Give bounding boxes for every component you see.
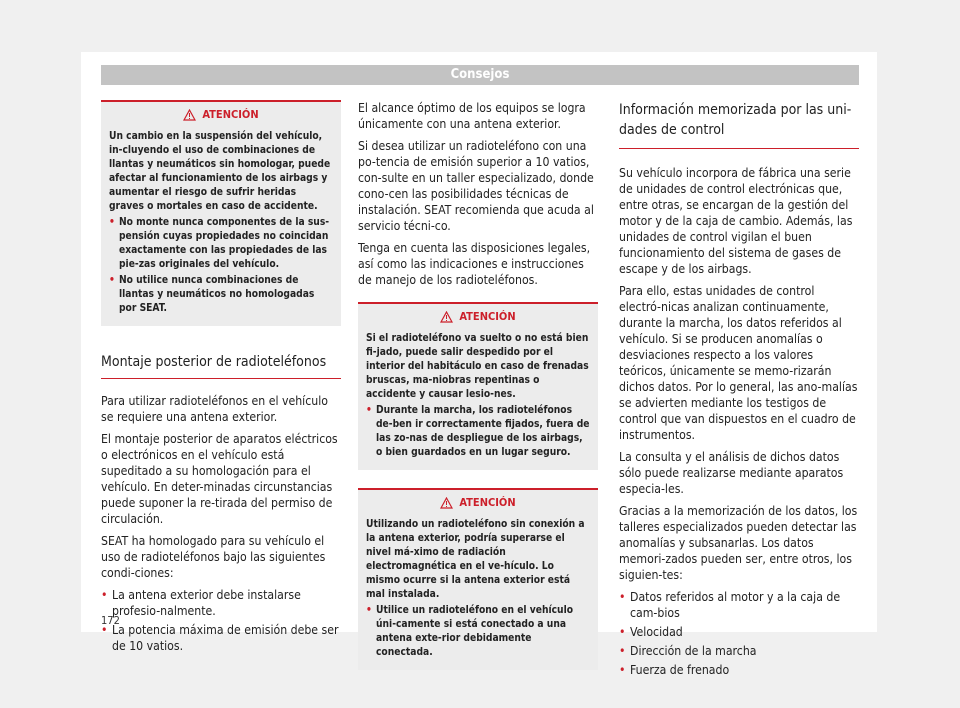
- page-header: Consejos: [101, 65, 859, 85]
- list-item: • Fuerza de frenado: [619, 662, 859, 678]
- warning-paragraph: Si el radioteléfono va suelto o no está bien fi-jado, puede salir despedido por el interior del habitáculo en caso de frenadas bruscas, ma-niobras repentinas o accidente y causar lesio-nes.: [366, 333, 589, 400]
- list-item: • La potencia máxima de emisión debe ser de 10 vatios.: [101, 622, 341, 654]
- body-paragraph: Para ello, estas unidades de control electró-nicas analizan continuamente, durante la marcha, los datos referidos al vehículo. Si se producen anomalías o desviaciones respecto a los valores teóricos, únicamente se memo-rizarán dichos datos. Por lo general, las ano-malías se advierten mediante los testigos de control que van dispuestos en el cuadro de instrumentos.: [619, 284, 858, 442]
- list-item: • Datos referidos al motor y a la caja de cam-bios: [619, 589, 859, 621]
- warning-bullet: • No monte nunca componentes de la sus-pensión cuyas propiedades no coincidan exactamente con las propiedades de las pie-zas originales del vehículo.: [109, 216, 333, 272]
- warning-bullet: • Durante la marcha, los radioteléfonos de-ben ir correctamente fijados, fuera de las zo-nas de despliegue de los airbags, o bien guardados en un lugar seguro.: [366, 404, 590, 460]
- body-paragraph: El montaje posterior de aparatos eléctricos o electrónicos en el vehículo está supeditado a su homologación para el vehículo. En deter-minadas circunstancias puede suponer la re-tirada del permiso de circulación.: [101, 432, 338, 526]
- list-item: • Velocidad: [619, 624, 859, 640]
- body-paragraph: Si desea utilizar un radioteléfono con una po-tencia de emisión superior a 10 vatios, con-sulte en un taller especializado, donde cono-cen las posibilidades técnicas de instalación. SEAT recomienda que acuda al servicio técni-co.: [358, 139, 594, 233]
- column-1: [101, 100, 341, 657]
- warning-title: [366, 310, 590, 324]
- warning-paragraph: Un cambio en la suspensión del vehículo, in-cluyendo el uso de combinaciones de llantas y neumáticos sin homologar, puede afectar al funcionamiento de los airbags y aumentar el riesgo de sufrir heridas graves o mortales en caso de accidente.: [109, 131, 331, 212]
- warning-triangle-icon: [440, 497, 453, 509]
- section-title: Información memorizada por las uni-dades de control: [619, 100, 859, 149]
- warning-box: [101, 100, 341, 326]
- warning-triangle-icon: [440, 311, 453, 323]
- column-3: [619, 100, 859, 681]
- warning-bullet: • No utilice nunca combinaciones de llantas y neumáticos no homologadas por SEAT.: [109, 274, 333, 316]
- warning-title-text: ATENCIÓN: [202, 108, 259, 121]
- warning-title-text: ATENCIÓN: [459, 496, 516, 509]
- warning-paragraph: Utilizando un radioteléfono sin conexión a la antena exterior, podría superarse el nivel má-ximo de radiación electromagnética en el ve-hículo. Lo mismo ocurre si la antena exterior está mal instalada.: [366, 519, 585, 600]
- body-paragraph: El alcance óptimo de los equipos se logra únicamente con una antena exterior.: [358, 101, 586, 131]
- list-item: • Dirección de la marcha: [619, 643, 859, 659]
- warning-box: [358, 488, 598, 670]
- warning-title: [109, 108, 333, 122]
- list-item: • La antena exterior debe instalarse profesio-nalmente.: [101, 587, 341, 619]
- body-paragraph: Para utilizar radioteléfonos en el vehículo se requiere una antena exterior.: [101, 394, 328, 424]
- warning-title: [366, 496, 590, 510]
- warning-box: [358, 302, 598, 470]
- column-2: [358, 100, 598, 670]
- warning-bullet: • Utilice un radioteléfono en el vehículo úni-camente si está conectado a una antena exte-rior debidamente conectada.: [366, 604, 590, 660]
- body-paragraph: SEAT ha homologado para su vehículo el uso de radioteléfonos bajo las siguientes condi-ciones:: [101, 534, 326, 580]
- body-paragraph: La consulta y el análisis de dichos datos sólo puede realizarse mediante aparatos especia-les.: [619, 450, 844, 496]
- body-paragraph: Tenga en cuenta las disposiciones legales, así como las indicaciones e instrucciones de manejo de los radioteléfonos.: [358, 241, 591, 287]
- section-title: Montaje posterior de radioteléfonos: [101, 354, 341, 379]
- body-paragraph: Su vehículo incorpora de fábrica una serie de unidades de control electrónicas que, entre otras, se encargan de la gestión del motor y de la caja de cambio. Además, las unidades de control vigilan el buen funcionamiento del sistema de gases de escape y de los airbags.: [619, 166, 853, 276]
- body-paragraph: Gracias a la memorización de los datos, los talleres especializados pueden detectar las anomalías y subsanarlas. Los datos memori-zados pueden ser, entre otros, los siguien-tes:: [619, 504, 858, 582]
- warning-title-text: ATENCIÓN: [459, 310, 516, 323]
- warning-triangle-icon: [183, 109, 196, 121]
- page-number: 172: [101, 614, 120, 627]
